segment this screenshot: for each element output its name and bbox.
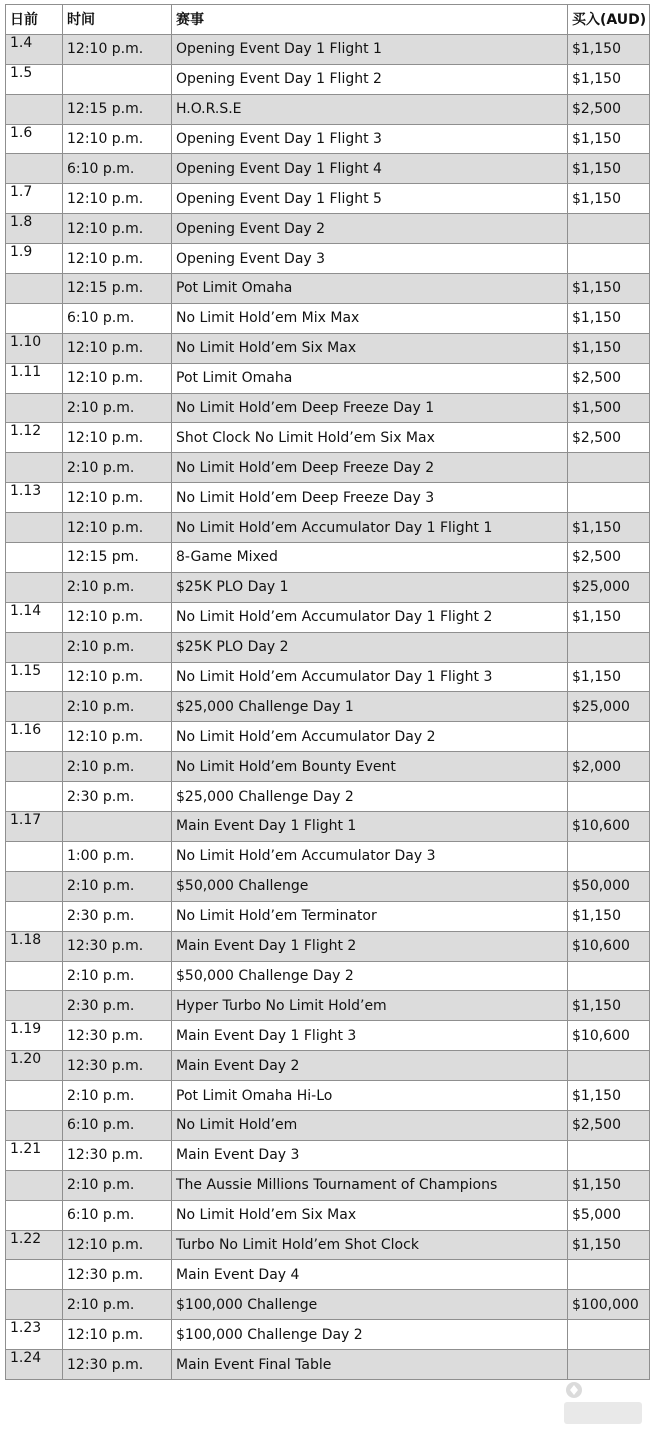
cell-event: No Limit Hold’em Accumulator Day 1 Flight 3 [172, 662, 568, 692]
table-row [6, 662, 650, 692]
cell-event: Main Event Day 3 [172, 1140, 568, 1170]
cell-date [6, 303, 63, 333]
table-row [6, 1140, 650, 1170]
table-row [6, 632, 650, 662]
table-row [6, 34, 650, 64]
cell-event: No Limit Hold’em Mix Max [172, 303, 568, 333]
cell-event: Main Event Final Table [172, 1350, 568, 1380]
table-row [6, 1021, 650, 1051]
cell-buyin: $1,150 [568, 1170, 650, 1200]
cell-date [6, 991, 63, 1021]
cell-buyin [568, 782, 650, 812]
cell-event: $50,000 Challenge Day 2 [172, 961, 568, 991]
cell-event: Pot Limit Omaha [172, 274, 568, 304]
cell-event: The Aussie Millions Tournament of Champions [172, 1170, 568, 1200]
cell-event: Opening Event Day 1 Flight 5 [172, 184, 568, 214]
table-row [6, 722, 650, 752]
cell-date [6, 841, 63, 871]
cell-date [6, 1260, 63, 1290]
cell-buyin: $1,150 [568, 602, 650, 632]
cell-event: No Limit Hold’em Six Max [172, 333, 568, 363]
table-row [6, 333, 650, 363]
cell-buyin [568, 1140, 650, 1170]
cell-event: Opening Event Day 1 Flight 3 [172, 124, 568, 154]
cell-event: Pot Limit Omaha [172, 363, 568, 393]
table-row [6, 1081, 650, 1111]
cell-date: 1.11 [6, 363, 63, 393]
cell-date: 1.18 [6, 931, 63, 961]
cell-event: No Limit Hold’em Accumulator Day 3 [172, 841, 568, 871]
cell-time: 12:10 p.m. [63, 363, 172, 393]
cell-buyin: $2,500 [568, 543, 650, 573]
table-row [6, 274, 650, 304]
cell-time: 2:10 p.m. [63, 961, 172, 991]
cell-date: 1.9 [6, 244, 63, 274]
cell-event: No Limit Hold’em Deep Freeze Day 2 [172, 453, 568, 483]
cell-date [6, 513, 63, 543]
cell-time: 2:10 p.m. [63, 572, 172, 602]
cell-buyin: $1,150 [568, 513, 650, 543]
cell-time: 2:30 p.m. [63, 991, 172, 1021]
table-row [6, 1260, 650, 1290]
cell-buyin: $1,150 [568, 184, 650, 214]
cell-time: 12:10 p.m. [63, 214, 172, 244]
cell-date [6, 1200, 63, 1230]
cell-event: Main Event Day 1 Flight 3 [172, 1021, 568, 1051]
cell-event: No Limit Hold’em Accumulator Day 1 Flight 2 [172, 602, 568, 632]
cell-buyin: $1,150 [568, 124, 650, 154]
cell-time: 12:30 p.m. [63, 931, 172, 961]
cell-time: 12:15 p.m. [63, 274, 172, 304]
table-row [6, 184, 650, 214]
cell-time: 2:10 p.m. [63, 393, 172, 423]
cell-date: 1.12 [6, 423, 63, 453]
cell-event: Turbo No Limit Hold’em Shot Clock [172, 1230, 568, 1260]
cell-date: 1.4 [6, 34, 63, 64]
cell-date [6, 393, 63, 423]
cell-event: $25,000 Challenge Day 1 [172, 692, 568, 722]
table-row [6, 1200, 650, 1230]
cell-buyin: $10,600 [568, 1021, 650, 1051]
cell-buyin: $100,000 [568, 1290, 650, 1320]
table-row [6, 841, 650, 871]
cell-event: Opening Event Day 3 [172, 244, 568, 274]
cell-date: 1.7 [6, 184, 63, 214]
cell-buyin: $2,500 [568, 423, 650, 453]
table-row [6, 1290, 650, 1320]
cell-event: No Limit Hold’em [172, 1110, 568, 1140]
cell-buyin: $1,150 [568, 64, 650, 94]
cell-event: Main Event Day 2 [172, 1051, 568, 1081]
cell-date: 1.17 [6, 812, 63, 842]
table-body [6, 34, 650, 1379]
cell-buyin: $2,500 [568, 94, 650, 124]
cell-date: 1.6 [6, 124, 63, 154]
table-row [6, 871, 650, 901]
cell-time: 12:10 p.m. [63, 333, 172, 363]
cell-date: 1.10 [6, 333, 63, 363]
cell-date: 1.24 [6, 1350, 63, 1380]
cell-event: Main Event Day 4 [172, 1260, 568, 1290]
cell-event: H.O.R.S.E [172, 94, 568, 124]
table-row [6, 931, 650, 961]
table-row [6, 1110, 650, 1140]
cell-date [6, 1081, 63, 1111]
cell-date [6, 274, 63, 304]
cell-event: $25K PLO Day 2 [172, 632, 568, 662]
table-row [6, 782, 650, 812]
cell-time: 2:10 p.m. [63, 453, 172, 483]
cell-buyin [568, 1350, 650, 1380]
cell-time: 1:00 p.m. [63, 841, 172, 871]
cell-buyin: $2,500 [568, 1110, 650, 1140]
cell-event: Pot Limit Omaha Hi-Lo [172, 1081, 568, 1111]
cell-buyin [568, 1260, 650, 1290]
cell-event: Opening Event Day 1 Flight 2 [172, 64, 568, 94]
cell-date: 1.23 [6, 1320, 63, 1350]
cell-event: No Limit Hold’em Deep Freeze Day 1 [172, 393, 568, 423]
cell-time: 12:10 p.m. [63, 244, 172, 274]
cell-buyin: $1,150 [568, 1081, 650, 1111]
cell-time: 12:10 p.m. [63, 722, 172, 752]
table-row [6, 961, 650, 991]
cell-buyin: $25,000 [568, 692, 650, 722]
cell-time: 6:10 p.m. [63, 1110, 172, 1140]
tournament-schedule-table [5, 4, 650, 1380]
cell-time: 12:30 p.m. [63, 1021, 172, 1051]
table-row [6, 692, 650, 722]
cell-event: Opening Event Day 2 [172, 214, 568, 244]
header-date: 日前 [6, 5, 63, 35]
cell-time: 12:10 p.m. [63, 483, 172, 513]
cell-event: 8-Game Mixed [172, 543, 568, 573]
cell-date [6, 961, 63, 991]
cell-time: 12:10 p.m. [63, 1320, 172, 1350]
cell-event: $100,000 Challenge [172, 1290, 568, 1320]
cell-time: 12:30 p.m. [63, 1051, 172, 1081]
cell-time: 12:15 pm. [63, 543, 172, 573]
cell-event: Opening Event Day 1 Flight 1 [172, 34, 568, 64]
cell-date: 1.20 [6, 1051, 63, 1081]
cell-buyin [568, 1320, 650, 1350]
table-row [6, 1320, 650, 1350]
cell-time: 2:10 p.m. [63, 1170, 172, 1200]
table-row [6, 991, 650, 1021]
cell-date: 1.21 [6, 1140, 63, 1170]
cell-time: 6:10 p.m. [63, 154, 172, 184]
cell-time: 12:30 p.m. [63, 1350, 172, 1380]
cell-date: 1.5 [6, 64, 63, 94]
cell-date [6, 543, 63, 573]
cell-time: 12:10 p.m. [63, 423, 172, 453]
cell-date: 1.16 [6, 722, 63, 752]
cell-event: $25,000 Challenge Day 2 [172, 782, 568, 812]
cell-event: Hyper Turbo No Limit Hold’em [172, 991, 568, 1021]
table-row [6, 303, 650, 333]
cell-date: 1.19 [6, 1021, 63, 1051]
table-row [6, 543, 650, 573]
cell-time [63, 64, 172, 94]
cell-buyin [568, 244, 650, 274]
table-row [6, 94, 650, 124]
table-row [6, 1051, 650, 1081]
table-row [6, 513, 650, 543]
cell-buyin: $1,500 [568, 393, 650, 423]
cell-date [6, 1170, 63, 1200]
cell-buyin: $10,600 [568, 931, 650, 961]
cell-buyin: $1,150 [568, 303, 650, 333]
cell-date: 1.13 [6, 483, 63, 513]
cell-date [6, 871, 63, 901]
header-time: 时间 [63, 5, 172, 35]
cell-date [6, 1290, 63, 1320]
cell-time: 12:10 p.m. [63, 602, 172, 632]
table-row [6, 244, 650, 274]
cell-buyin: $1,150 [568, 154, 650, 184]
cell-date [6, 901, 63, 931]
cell-buyin: $25,000 [568, 572, 650, 602]
cell-date [6, 453, 63, 483]
cell-date [6, 632, 63, 662]
table-row [6, 363, 650, 393]
cell-date: 1.8 [6, 214, 63, 244]
table-row [6, 423, 650, 453]
cell-time: 12:30 p.m. [63, 1140, 172, 1170]
cell-buyin: $10,600 [568, 812, 650, 842]
table-row [6, 1230, 650, 1260]
cell-date [6, 1110, 63, 1140]
table-row [6, 1170, 650, 1200]
cell-date: 1.14 [6, 602, 63, 632]
cell-buyin: $1,150 [568, 901, 650, 931]
cell-time [63, 812, 172, 842]
cell-event: Opening Event Day 1 Flight 4 [172, 154, 568, 184]
cell-event: Shot Clock No Limit Hold’em Six Max [172, 423, 568, 453]
cell-time: 12:10 p.m. [63, 513, 172, 543]
cell-time: 12:30 p.m. [63, 1260, 172, 1290]
cell-event: No Limit Hold’em Bounty Event [172, 752, 568, 782]
cell-event: No Limit Hold’em Accumulator Day 2 [172, 722, 568, 752]
cell-buyin: $1,150 [568, 333, 650, 363]
cell-time: 2:10 p.m. [63, 1081, 172, 1111]
table-row [6, 602, 650, 632]
header-event: 赛事 [172, 5, 568, 35]
cell-time: 6:10 p.m. [63, 303, 172, 333]
watermark-logo [560, 1376, 646, 1428]
cell-buyin: $1,150 [568, 662, 650, 692]
cell-buyin: $1,150 [568, 34, 650, 64]
poker-club-logo-icon [560, 1376, 646, 1428]
cell-buyin [568, 722, 650, 752]
table-row [6, 752, 650, 782]
cell-time: 2:30 p.m. [63, 782, 172, 812]
cell-date: 1.22 [6, 1230, 63, 1260]
cell-buyin [568, 483, 650, 513]
cell-buyin [568, 1051, 650, 1081]
cell-time: 12:10 p.m. [63, 184, 172, 214]
cell-buyin: $5,000 [568, 1200, 650, 1230]
cell-buyin [568, 214, 650, 244]
table-row [6, 901, 650, 931]
cell-buyin: $50,000 [568, 871, 650, 901]
cell-buyin: $2,000 [568, 752, 650, 782]
cell-date [6, 572, 63, 602]
table-row [6, 154, 650, 184]
table-row [6, 64, 650, 94]
cell-time: 2:10 p.m. [63, 871, 172, 901]
table-row [6, 124, 650, 154]
table-row [6, 453, 650, 483]
cell-time: 2:10 p.m. [63, 632, 172, 662]
table-row [6, 214, 650, 244]
cell-buyin: $1,150 [568, 274, 650, 304]
cell-date [6, 752, 63, 782]
cell-buyin: $1,150 [568, 991, 650, 1021]
cell-date [6, 692, 63, 722]
cell-date [6, 94, 63, 124]
cell-event: No Limit Hold’em Terminator [172, 901, 568, 931]
cell-event: No Limit Hold’em Accumulator Day 1 Flight 1 [172, 513, 568, 543]
cell-buyin: $1,150 [568, 1230, 650, 1260]
cell-time: 2:10 p.m. [63, 752, 172, 782]
table-row [6, 393, 650, 423]
cell-event: $25K PLO Day 1 [172, 572, 568, 602]
cell-time: 6:10 p.m. [63, 1200, 172, 1230]
cell-buyin [568, 841, 650, 871]
cell-time: 2:30 p.m. [63, 901, 172, 931]
cell-event: Main Event Day 1 Flight 1 [172, 812, 568, 842]
cell-event: Main Event Day 1 Flight 2 [172, 931, 568, 961]
cell-buyin [568, 632, 650, 662]
cell-time: 2:10 p.m. [63, 1290, 172, 1320]
cell-time: 12:10 p.m. [63, 124, 172, 154]
table-row [6, 483, 650, 513]
table-row [6, 812, 650, 842]
table-row [6, 572, 650, 602]
cell-time: 2:10 p.m. [63, 692, 172, 722]
table-header-row [6, 5, 650, 35]
cell-event: $100,000 Challenge Day 2 [172, 1320, 568, 1350]
cell-date: 1.15 [6, 662, 63, 692]
cell-time: 12:10 p.m. [63, 34, 172, 64]
cell-time: 12:10 p.m. [63, 662, 172, 692]
cell-buyin: $2,500 [568, 363, 650, 393]
cell-date [6, 782, 63, 812]
cell-event: No Limit Hold’em Deep Freeze Day 3 [172, 483, 568, 513]
cell-buyin [568, 961, 650, 991]
header-buyin: 买入(AUD) [568, 5, 650, 35]
cell-event: $50,000 Challenge [172, 871, 568, 901]
cell-event: No Limit Hold’em Six Max [172, 1200, 568, 1230]
cell-buyin [568, 453, 650, 483]
cell-date [6, 154, 63, 184]
cell-time: 12:10 p.m. [63, 1230, 172, 1260]
table-row [6, 1350, 650, 1380]
cell-time: 12:15 p.m. [63, 94, 172, 124]
